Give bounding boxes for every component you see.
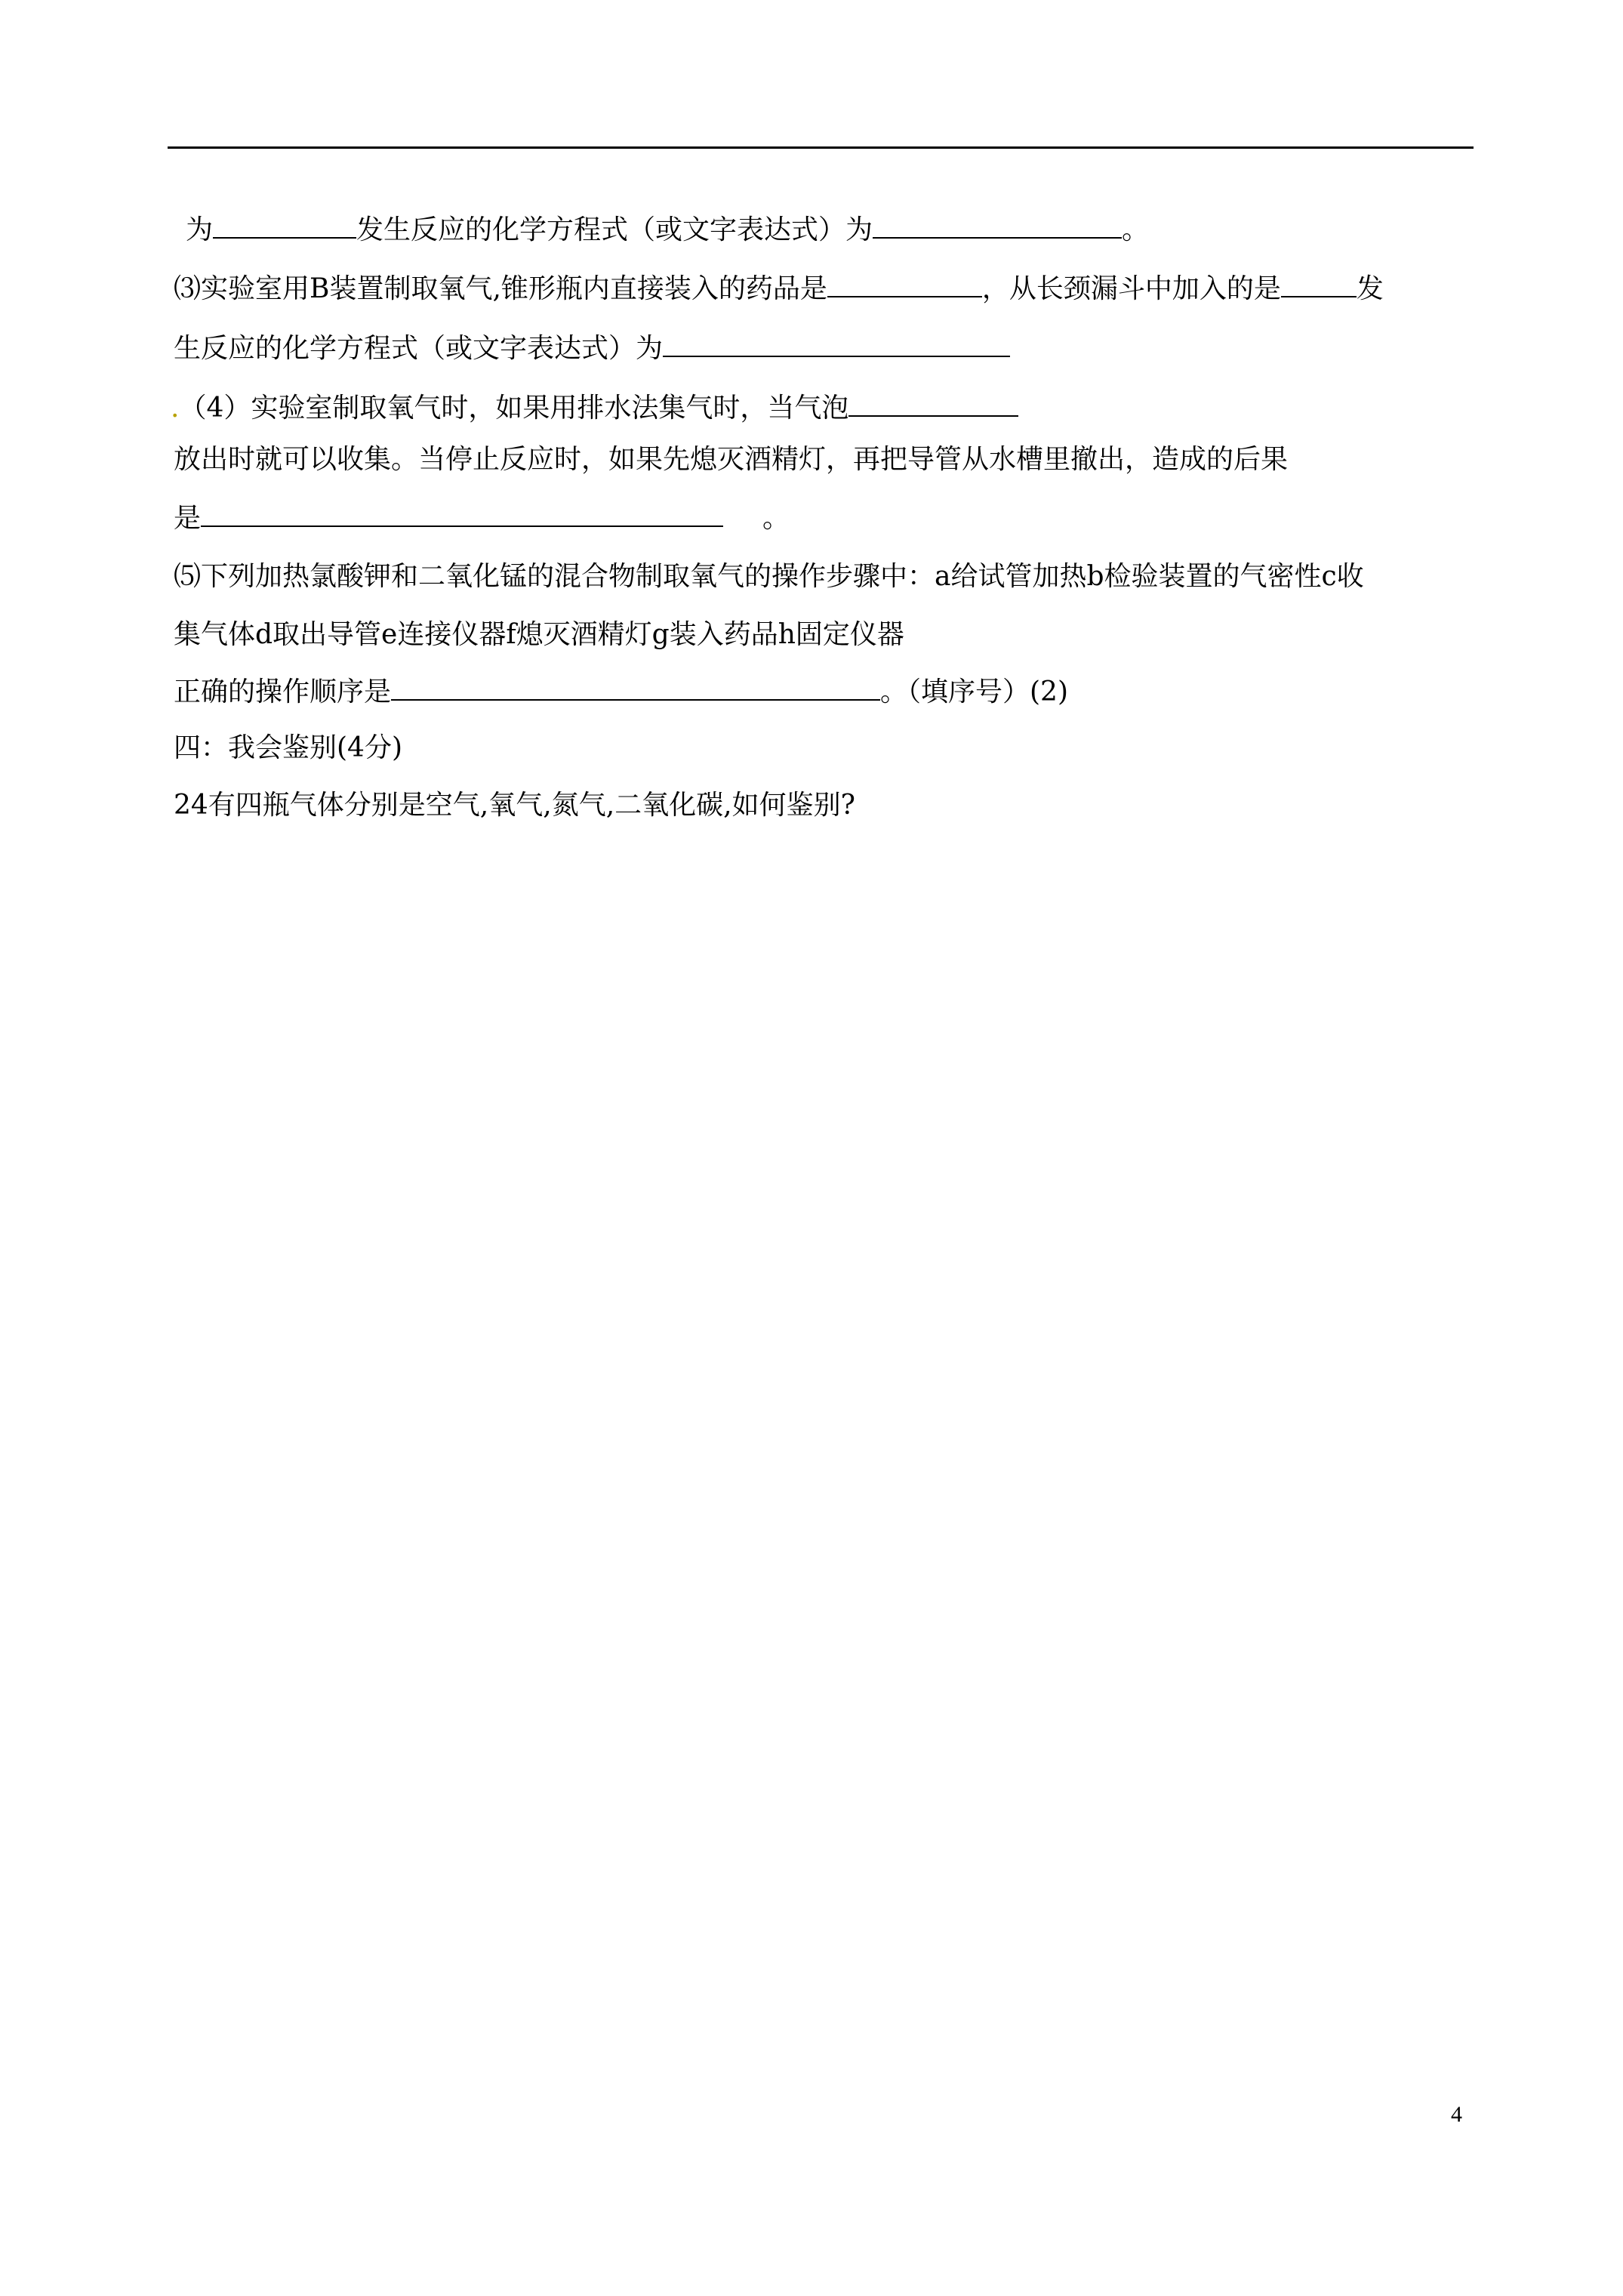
q3-text-c: 发 [1356, 273, 1384, 304]
q2-prefix: 为 [186, 214, 214, 245]
header-rule [168, 146, 1474, 149]
q3-text-b: ，从长颈漏斗中加入的是 [981, 273, 1281, 304]
q4-line1 [171, 390, 1018, 427]
q5-text-3b: 。（填序号）(2) [880, 676, 1069, 707]
q2-tail-line [186, 211, 1149, 248]
q5-text-3a: 正确的操作顺序是 [174, 676, 392, 707]
q5-line3 [174, 673, 1068, 710]
answer-blank [848, 390, 1018, 417]
answer-blank [391, 673, 880, 701]
answer-blank [1281, 270, 1357, 297]
q3-text-a: ⑶实验室用B装置制取氧气,锥形瓶内直接装入的药品是 [174, 273, 827, 304]
q4-line3 [174, 500, 790, 537]
q4-line2 [174, 442, 1288, 478]
q5-text-2: 集气体d取出导管e连接仪器f熄灭酒精灯g装入药品h固定仪器 [174, 619, 904, 650]
q4-dot: . [171, 393, 180, 424]
q5-line2 [174, 617, 904, 653]
answer-blank [663, 330, 1010, 357]
answer-blank [213, 211, 356, 239]
q4-text-1: （4）实验室制取氧气时，如果用排水法集气时，当气泡 [179, 393, 849, 424]
question-24-text: 24有四瓶气体分别是空气,氧气,氮气,二氧化碳,如何鉴别? [174, 790, 855, 821]
answer-blank [827, 270, 982, 297]
page-number: 4 [1451, 2102, 1462, 2127]
q3-line1 [174, 270, 1384, 307]
q3-line2 [174, 330, 1010, 367]
q4-text-2: 放出时就可以收集。当停止反应时，如果先熄灭酒精灯，再把导管从水槽里撤出，造成的后果 [174, 444, 1289, 475]
answer-blank [201, 500, 723, 527]
q5-line1 [174, 559, 1364, 595]
q5-text-1: ⑸下列加热氯酸钾和二氧化锰的混合物制取氧气的操作步骤中：a给试管加热b检验装置的气密性c收 [174, 561, 1364, 592]
question-24 [174, 787, 855, 824]
q3-text-2: 生反应的化学方程式（或文字表达式）为 [174, 333, 664, 364]
q4-text-3b: 。 [762, 503, 790, 534]
section4-heading [174, 730, 402, 766]
answer-blank [873, 211, 1122, 239]
section-heading: 四：我会鉴别(4分) [174, 732, 402, 763]
q2-middle: 发生反应的化学方程式（或文字表达式）为 [356, 214, 873, 245]
q4-text-3a: 是 [174, 503, 202, 534]
q2-suffix: 。 [1122, 214, 1150, 245]
